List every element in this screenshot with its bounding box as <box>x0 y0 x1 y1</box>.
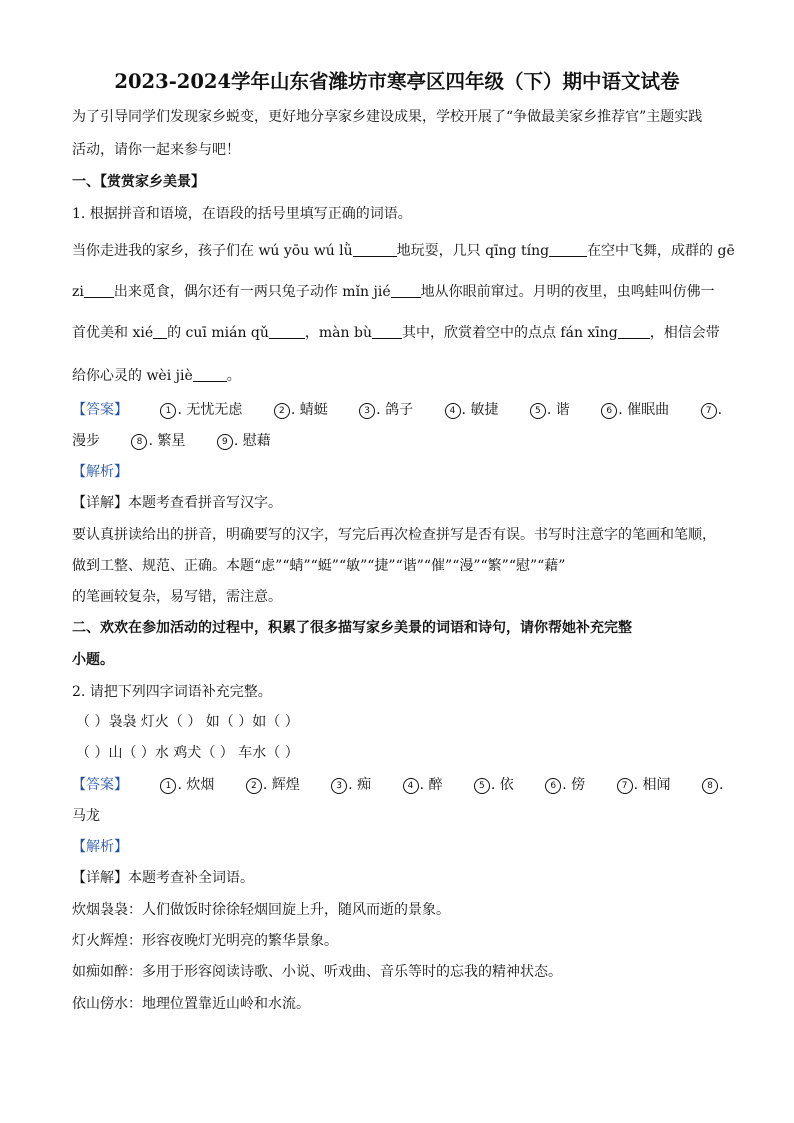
question-1-prompt: 1. 根据拼音和语境，在语段的括号里填写正确的词语。 <box>72 206 412 222</box>
section-2-heading-line-1: 二、欢欢在参加活动的过程中，积累了很多描写家乡美景的词语和诗句，请你帮她补充完整 <box>72 620 632 636</box>
answer-item: 2 . 蜻蜓 <box>274 401 328 419</box>
answer-row-3 <box>72 776 723 794</box>
answer-row-4 <box>72 807 100 825</box>
answer-item: 3 . 痴 <box>331 776 371 794</box>
answer-item: 4 . 敏捷 <box>445 401 499 419</box>
passage-text: 地从你眼前窜过。月明的夜里，虫鸣蛙叫仿佛一 <box>420 284 715 300</box>
detail-line <box>72 869 254 887</box>
number-circle-icon: 6 <box>601 403 617 419</box>
answer-blank[interactable] <box>193 367 227 382</box>
answer-item: 漫步 <box>72 433 100 449</box>
answer-blank[interactable] <box>549 242 587 257</box>
page-title: 2023-2024学年山东省潍坊市寒亭区四年级（下）期中语文试卷 <box>114 70 680 93</box>
section-2-heading-line-2: 小题。 <box>72 652 114 668</box>
passage-line-1 <box>72 242 735 260</box>
answer-item: 4 . 醉 <box>403 776 443 794</box>
answer-blank[interactable] <box>84 283 114 298</box>
answer-item: 马龙 <box>72 808 100 824</box>
answer-blank[interactable] <box>153 324 167 339</box>
passage-text: zi <box>72 284 84 300</box>
question-2-prompt: 2. 请把下列四字词语补充完整。 <box>72 684 272 700</box>
answer-blank[interactable] <box>391 283 421 298</box>
detail-line <box>72 494 282 512</box>
passage-text: 。 <box>226 368 241 384</box>
answer-item: 7 . <box>701 401 722 419</box>
idiom-row-2: （ ）山（ ）水 鸡犬（ ） 车水（ ） <box>76 745 299 761</box>
number-circle-icon: 2 <box>274 403 290 419</box>
answer-item: 7 . 相闻 <box>617 776 671 794</box>
passage-text: 在空中飞舞，成群的 gē <box>587 243 735 259</box>
number-circle-icon: 7 <box>617 778 633 794</box>
answer-item: 6 . 傍 <box>545 776 585 794</box>
answer-label: 【答案】 <box>72 402 128 418</box>
number-circle-icon: 8 <box>131 434 147 450</box>
definition-line: 灯火辉煌：形容夜晚灯光明亮的繁华景象。 <box>72 933 338 949</box>
answer-item: 5 . 谐 <box>530 401 570 419</box>
detail-label: 【详解】 <box>72 870 128 886</box>
passage-text: 给你心灵的 wèi jiè <box>72 368 193 384</box>
explanation-line-1: 要认真拼读给出的拼音，明确要写的汉字，写完后再次检查拼写是否有误。书写时注意字的笔画和笔顺， <box>72 527 716 543</box>
answer-item: 3 . 鸽子 <box>359 401 413 419</box>
passage-text: 首优美和 xié <box>72 325 154 341</box>
number-circle-icon: 4 <box>445 403 461 419</box>
number-circle-icon: 8 <box>702 778 718 794</box>
number-circle-icon: 3 <box>359 403 375 419</box>
explanation-line-3: 的笔画较复杂，易写错，需注意。 <box>72 589 282 605</box>
idiom-row-1: （ ）袅袅 灯火（ ） 如（ ）如（ ） <box>76 714 299 730</box>
answer-label: 【答案】 <box>72 777 128 793</box>
number-circle-icon: 1 <box>160 778 176 794</box>
definition-line: 依山傍水：地理位置靠近山岭和水流。 <box>72 996 310 1012</box>
passage-text: 当你走进我的家乡，孩子们在 wú yōu wú lǜ <box>72 243 353 259</box>
analysis-label: 【解析】 <box>72 839 128 855</box>
number-circle-icon: 6 <box>545 778 561 794</box>
number-circle-icon: 9 <box>217 434 233 450</box>
answer-row-2 <box>72 432 271 450</box>
number-circle-icon: 5 <box>474 778 490 794</box>
answer-item: 8 . <box>702 776 723 794</box>
answer-blank[interactable] <box>269 324 305 339</box>
passage-text: 地玩耍，几只 qīng tíng <box>396 243 550 259</box>
answer-item: 1 . 炊烟 <box>160 776 214 794</box>
number-circle-icon: 2 <box>246 778 262 794</box>
detail-text: 本题考查补全词语。 <box>128 870 254 886</box>
section-1-heading: 一、【赏赏家乡美景】 <box>72 174 205 190</box>
answer-row-1 <box>72 401 722 419</box>
passage-line-4 <box>72 367 241 385</box>
number-circle-icon: 5 <box>530 403 546 419</box>
answer-item: 2 . 辉煌 <box>246 776 300 794</box>
answer-item: 5 . 依 <box>474 776 514 794</box>
passage-text: ，màn bù <box>304 325 372 341</box>
answer-item: 6 . 催眠曲 <box>601 401 669 419</box>
detail-label: 【详解】 <box>72 495 128 511</box>
answer-blank[interactable] <box>353 242 397 257</box>
analysis-label: 【解析】 <box>72 464 128 480</box>
intro-line-2: 活动，请你一起来参与吧！ <box>72 142 240 158</box>
answer-item: 9 . 慰藉 <box>217 432 271 450</box>
passage-text: 出来觅食，偶尔还有一两只兔子动作 mǐn jié <box>113 284 391 300</box>
number-circle-icon: 1 <box>160 403 176 419</box>
passage-line-2 <box>72 283 715 301</box>
detail-text: 本题考查看拼音写汉字。 <box>128 495 282 511</box>
passage-text: ，相信会带 <box>649 325 720 341</box>
number-circle-icon: 4 <box>403 778 419 794</box>
answer-blank[interactable] <box>372 324 402 339</box>
definition-line: 如痴如醉：多用于形容阅读诗歌、小说、听戏曲、音乐等时的忘我的精神状态。 <box>72 964 562 980</box>
number-circle-icon: 3 <box>331 778 347 794</box>
passage-text: 其中，欣赏着空中的点点 fán xīng <box>401 325 618 341</box>
definition-line: 炊烟袅袅：人们做饭时徐徐轻烟回旋上升，随风而逝的景象。 <box>72 902 450 918</box>
answer-blank[interactable] <box>618 324 650 339</box>
intro-line-1: 为了引导同学们发现家乡蜕变，更好地分享家乡建设成果，学校开展了“争做最美家乡推荐官”主题实践 <box>72 109 703 125</box>
answer-item: 8 . 繁星 <box>131 432 185 450</box>
passage-text: 的 cuī mián qǔ <box>167 325 269 341</box>
answer-item: 1 . 无忧无虑 <box>160 401 242 419</box>
number-circle-icon: 7 <box>701 403 717 419</box>
explanation-line-2: 做到工整、规范、正确。本题“虑”“蜻”“蜓”“敏”“捷”“谐”“催”“漫”“繁”“慰”“藉” <box>72 558 566 574</box>
passage-line-3 <box>72 324 720 342</box>
